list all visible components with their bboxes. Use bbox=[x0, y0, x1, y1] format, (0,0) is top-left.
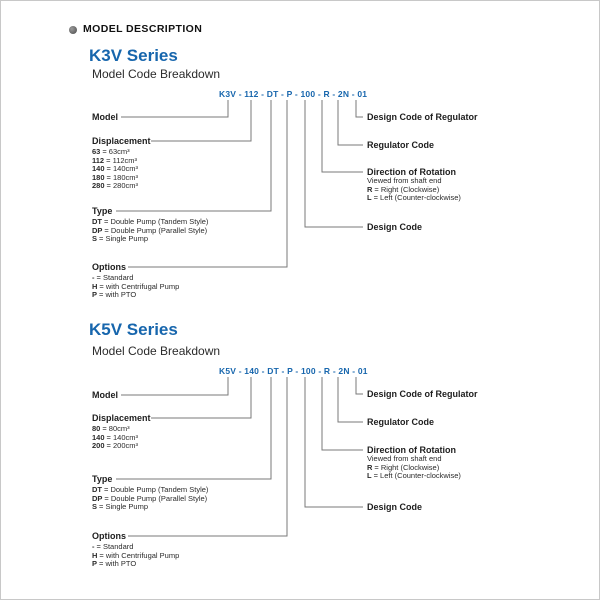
item-desc: = 112cm³ bbox=[106, 155, 138, 165]
list-item bbox=[92, 182, 138, 191]
item-desc: = Single Pump bbox=[99, 234, 149, 243]
k3v-regulator-code-label: Regulator Code bbox=[367, 140, 435, 150]
item-key: - bbox=[92, 542, 95, 551]
item-key: S bbox=[92, 234, 98, 243]
item-desc: = 80cm³ bbox=[102, 424, 130, 433]
k3v-direction-of-rotation-label: Direction of Rotation bbox=[367, 167, 456, 177]
item-desc: = Double Pump (Parallel Style) bbox=[104, 225, 208, 235]
connector-k3v-direction bbox=[322, 100, 363, 172]
k5v-type-items bbox=[92, 486, 208, 512]
item-key: DP bbox=[92, 225, 103, 235]
item-desc: = 140cm³ bbox=[106, 432, 138, 442]
item-desc: = Left (Counter-clockwise) bbox=[373, 471, 461, 480]
item-desc: = with Centrifugal Pump bbox=[99, 550, 180, 560]
list-item bbox=[92, 442, 138, 451]
k3v-design-code-of-regulator-label: Design Code of Regulator bbox=[367, 112, 478, 122]
connector-k5v-displacement bbox=[151, 377, 251, 418]
k3v-model-label: Model bbox=[92, 112, 118, 122]
item-desc: = 140cm³ bbox=[106, 164, 138, 173]
k5v-direction-of-rotation-items bbox=[367, 455, 461, 481]
k3v-options-label: Options bbox=[92, 262, 126, 272]
item-key: P bbox=[92, 559, 98, 568]
item-desc: = Standard bbox=[96, 542, 134, 551]
k5v-design-code-of-regulator-label: Design Code of Regulator bbox=[367, 389, 478, 399]
item-desc: = 200cm³ bbox=[106, 441, 138, 450]
connector-k3v-design-code-of-regulator bbox=[356, 100, 363, 117]
list-item bbox=[92, 291, 179, 300]
item-desc: = with Centrifugal Pump bbox=[99, 281, 180, 291]
item-desc: = Double Pump (Tandem Style) bbox=[104, 217, 209, 226]
k5v-options-label: Options bbox=[92, 531, 126, 541]
item-desc: = Right (Clockwise) bbox=[374, 184, 440, 194]
k3v-series-subtitle: Model Code Breakdown bbox=[92, 67, 221, 81]
k5v-model-code: K5V - 140 - DT - P - 100 - R - 2N - 01 bbox=[219, 366, 368, 376]
k3v-series-title: K3V Series bbox=[89, 46, 178, 65]
item-key: DT bbox=[92, 217, 102, 226]
k3v-model-code: K3V - 112 - DT - P - 100 - R - 2N - 01 bbox=[219, 89, 368, 99]
bullet-icon bbox=[69, 26, 77, 34]
item-desc: = with PTO bbox=[99, 290, 137, 299]
item-desc: = Standard bbox=[96, 273, 134, 282]
item-key: 112 bbox=[92, 155, 105, 165]
connector-k3v-displacement bbox=[151, 100, 251, 141]
k5v-displacement-items bbox=[92, 425, 138, 451]
item-desc: = 180cm³ bbox=[106, 172, 138, 182]
connector-k5v-type bbox=[116, 377, 271, 479]
k3v-direction-of-rotation-items bbox=[367, 177, 461, 203]
item-key: 140 bbox=[92, 432, 105, 442]
k5v-type-label: Type bbox=[92, 474, 113, 484]
item-key: R bbox=[367, 462, 373, 472]
k5v-regulator-code-label: Regulator Code bbox=[367, 417, 435, 427]
connector-k5v-direction bbox=[322, 377, 363, 450]
connector-k5v-options bbox=[128, 377, 287, 536]
list-item bbox=[367, 194, 461, 203]
k3v-displacement-items bbox=[92, 148, 138, 191]
k5v-model-label: Model bbox=[92, 390, 118, 400]
item-desc: = 63cm³ bbox=[102, 147, 130, 156]
item-key: H bbox=[92, 550, 98, 560]
item-key: DP bbox=[92, 493, 103, 503]
connector-k3v-model bbox=[121, 100, 228, 117]
item-key: - bbox=[92, 273, 95, 282]
k3v-type-items bbox=[92, 218, 208, 244]
item-key: P bbox=[92, 290, 98, 299]
k3v-design-code-label: Design Code bbox=[367, 222, 423, 232]
item-key: 180 bbox=[92, 172, 105, 182]
item-key: L bbox=[367, 193, 372, 202]
connector-k5v-design-code-of-regulator bbox=[356, 377, 363, 394]
item-key: H bbox=[92, 281, 98, 291]
k3v-displacement-label: Displacement bbox=[92, 136, 151, 146]
item-key: DT bbox=[92, 485, 102, 494]
direction-note: Viewed from shaft end bbox=[367, 176, 442, 185]
k5v-design-code-label: Design Code bbox=[367, 502, 423, 512]
list-item bbox=[92, 560, 179, 569]
list-item bbox=[92, 235, 208, 244]
item-key: 280 bbox=[92, 181, 105, 190]
item-desc: = 280cm³ bbox=[106, 181, 138, 190]
k5v-direction-of-rotation-label: Direction of Rotation bbox=[367, 445, 456, 455]
item-desc: = with PTO bbox=[99, 559, 137, 568]
k3v-options-items bbox=[92, 274, 179, 300]
k5v-options-items bbox=[92, 543, 179, 569]
item-key: 140 bbox=[92, 164, 105, 173]
item-desc: = Double Pump (Tandem Style) bbox=[104, 485, 209, 494]
item-key: L bbox=[367, 471, 372, 480]
page-title: MODEL DESCRIPTION bbox=[83, 23, 203, 35]
connector-k5v-design-code bbox=[305, 377, 363, 507]
item-desc: = Right (Clockwise) bbox=[374, 462, 440, 472]
item-desc: = Left (Counter-clockwise) bbox=[373, 193, 461, 202]
item-key: 200 bbox=[92, 441, 105, 450]
k5v-series-subtitle: Model Code Breakdown bbox=[92, 344, 221, 358]
item-key: S bbox=[92, 502, 98, 511]
direction-note: Viewed from shaft end bbox=[367, 454, 442, 463]
connector-k5v-model bbox=[121, 377, 228, 395]
list-item bbox=[92, 503, 208, 512]
connector-k3v-design-code bbox=[305, 100, 363, 227]
item-desc: = Double Pump (Parallel Style) bbox=[104, 493, 208, 503]
item-desc: = Single Pump bbox=[99, 502, 149, 511]
k5v-displacement-label: Displacement bbox=[92, 413, 151, 423]
item-key: 63 bbox=[92, 147, 101, 156]
k3v-type-label: Type bbox=[92, 206, 113, 216]
item-key: R bbox=[367, 184, 373, 194]
connector-k3v-regulator-code bbox=[338, 100, 363, 145]
list-item bbox=[367, 472, 461, 481]
k5v-series-title: K5V Series bbox=[89, 320, 178, 339]
item-key: 80 bbox=[92, 424, 101, 433]
connector-k5v-regulator-code bbox=[338, 377, 363, 422]
